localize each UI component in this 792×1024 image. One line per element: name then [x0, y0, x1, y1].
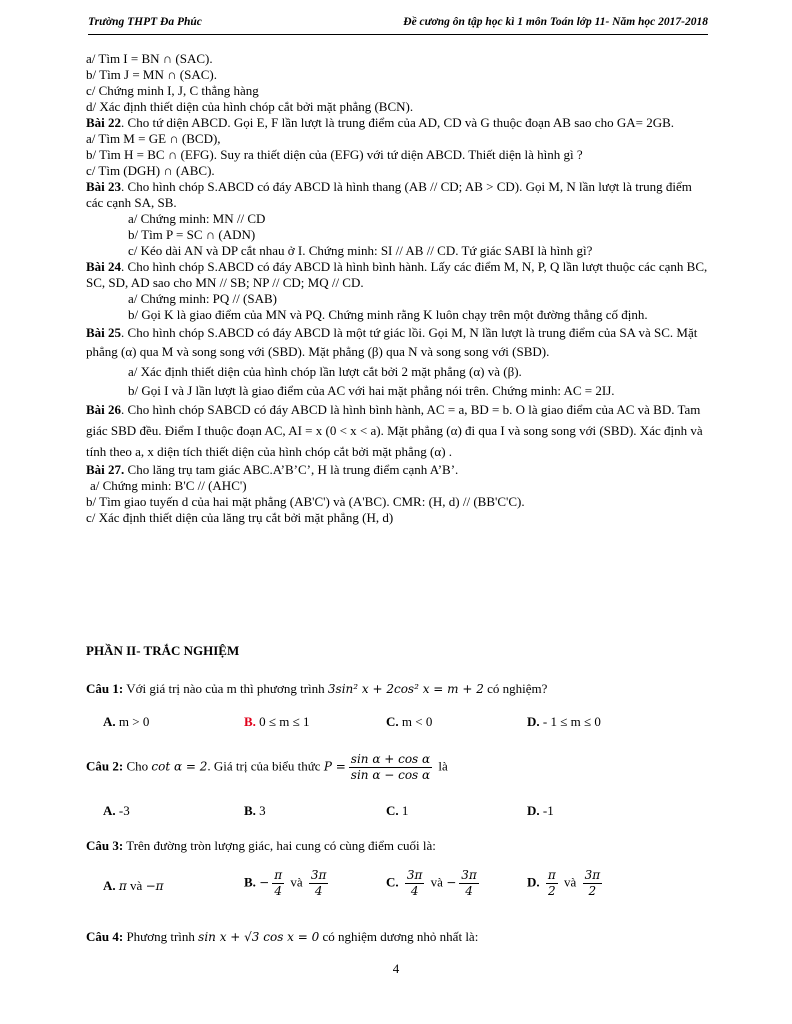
question-mid: . Giá trị của biểu thức	[207, 758, 324, 774]
numerator: 3π	[406, 868, 423, 882]
option-value: −π	[145, 879, 164, 893]
option-letter: C.	[386, 803, 399, 818]
option-letter: A.	[103, 878, 116, 893]
text-line: b/ Tìm J = MN ∩ (SAC).	[86, 67, 217, 82]
text-line: a/ Xác định thiết diện của hình chóp lần lượt cắt bởi 2 mặt phẳng (α) và (β).	[128, 364, 522, 379]
denominator: 2	[548, 884, 556, 898]
denominator: 4	[274, 884, 282, 898]
and-word: và	[290, 874, 303, 890]
exercise-26	[86, 399, 708, 462]
equation: 3sin² x + 2cos² x = m + 2	[327, 682, 484, 696]
text-line: b/ Gọi I và J lần lượt là giao điểm của AC với hai mặt phẳng nói trên. Chứng minh: AC = 2IJ.	[128, 383, 615, 398]
text-line: b/ Gọi K là giao điểm của MN và PQ. Chứng minh rằng K luôn chạy trên một đường thẳng cố định.	[128, 307, 648, 322]
denominator: 4	[465, 884, 473, 898]
question-text: Phương trình	[123, 929, 199, 944]
text-line: a/ Chứng minh: PQ // (SAB)	[128, 291, 277, 306]
page-header	[88, 16, 708, 28]
exercise-text: . Cho hình chóp S.ABCD có đáy ABCD là một tứ giác lồi. Gọi M, N lần lượt là trung điểm của SA và SC. Mặt phẳng (α) qua M và song song với (SBD). Mặt phẳng (β) qua N và song song với (SBD).	[86, 325, 698, 359]
denominator: 4	[410, 884, 419, 898]
section-title: PHẦN II- TRẮC NGHIỆM	[86, 643, 240, 658]
exercise-25	[86, 323, 708, 361]
exercise-text: . Cho hình chóp SABCD có đáy ABCD là hình bình hành, AC = a, BD = b. O là giao điểm của AC và BD. Tam giác SBD đều. Điểm I thuộc đoạn AC, AI = x (0 < x < a). Mặt phẳng (α) đi qua I và song song với (SBD). Xác định và tính theo a, x diện tích thiết diện của hình chóp cắt bởi mặt phẳng (α) .	[86, 402, 703, 459]
question-1	[86, 681, 547, 697]
fraction	[583, 868, 603, 899]
option-c[interactable]	[386, 868, 482, 899]
minus-sign: −	[446, 875, 457, 890]
numerator: 3π	[461, 868, 477, 882]
fraction	[349, 752, 432, 783]
option-letter: C.	[386, 874, 399, 890]
option-text: 3	[259, 803, 266, 818]
option-a[interactable]	[103, 714, 149, 730]
question-3	[86, 838, 436, 854]
question-2	[86, 752, 448, 783]
page-number: 4	[392, 961, 400, 976]
option-letter: D.	[527, 714, 540, 729]
text-line: b/ Tìm giao tuyến d của hai mặt phẳng (AB'C') và (A'BC). CMR: (H, d) // (BB'C'C).	[86, 494, 525, 509]
exercise-label: Bài 26	[86, 402, 122, 417]
text-line: a/ Chứng minh: MN // CD	[128, 211, 266, 226]
option-d[interactable]	[527, 803, 554, 819]
and-word: và	[130, 878, 143, 893]
text-line: c/ Tìm (DGH) ∩ (ABC).	[86, 163, 215, 178]
text-line: b/ Tìm H = BC ∩ (EFG). Suy ra thiết diện của (EFG) với tứ diện ABCD. Thiết diện là hình gì ?	[86, 147, 583, 162]
exercise-label: Bài 25	[86, 325, 122, 340]
option-letter: A.	[103, 714, 116, 729]
equation: cot α = 2	[151, 759, 208, 774]
option-b[interactable]	[244, 714, 310, 730]
text-line: c/ Chứng minh I, J, C thẳng hàng	[86, 83, 259, 98]
option-text: m < 0	[401, 714, 433, 729]
option-text: -3	[118, 803, 130, 818]
exercise-text: . Cho tứ diện ABCD. Gọi E, F lần lượt là trung điểm của AD, CD và G thuộc đoạn AB sao cho GA= 2GB.	[121, 115, 674, 130]
fraction	[459, 868, 479, 899]
option-letter: C.	[386, 714, 399, 729]
text-line: b/ Tìm P = SC ∩ (ADN)	[128, 227, 256, 242]
option-letter: B.	[244, 714, 256, 729]
denominator: 4	[314, 884, 323, 898]
and-word: và	[564, 874, 577, 890]
option-text: -1	[542, 803, 554, 818]
exercise-label: Bài 24	[86, 259, 122, 274]
text-line: d/ Xác định thiết diện của hình chóp cắt bởi mặt phẳng (BCN).	[86, 99, 414, 114]
numerator: 3π	[310, 868, 327, 882]
text-line: c/ Xác định thiết diện của lăng trụ cắt bởi mặt phẳng (H, d)	[86, 510, 394, 525]
minus-sign: −	[259, 875, 270, 890]
question-text: Với giá trị nào của m thì phương trình	[123, 681, 328, 696]
denominator: 2	[588, 884, 597, 898]
option-text: - 1 ≤ m ≤ 0	[542, 714, 601, 729]
option-b[interactable]	[244, 868, 331, 899]
numerator: sin α + cos α	[350, 752, 431, 766]
question-label: Câu 2:	[86, 758, 124, 774]
question-label: Câu 1:	[86, 681, 124, 696]
option-letter: B.	[244, 803, 256, 818]
header-divider	[88, 34, 708, 35]
option-text: 0 ≤ m ≤ 1	[259, 714, 310, 729]
option-letter: D.	[527, 803, 540, 818]
exercise-text: Cho lăng trụ tam giác ABC.A’B’C’, H là trung điểm cạnh A’B’.	[124, 462, 459, 477]
question-label: Câu 4:	[86, 929, 124, 944]
text-line: c/ Kéo dài AN và DP cắt nhau ở I. Chứng minh: SI // AB // CD. Tứ giác SABI là hình gì?	[128, 243, 593, 258]
exercise-22	[86, 115, 708, 131]
option-letter: B.	[244, 874, 256, 890]
numerator: π	[547, 868, 556, 882]
numerator: π	[274, 868, 283, 882]
header-document-title: Đề cương ôn tập học kì 1 môn Toán lớp 11- Năm học 2017-2018	[403, 16, 708, 28]
question-tail: có nghiệm dương nhỏ nhất là:	[319, 929, 479, 944]
exercise-label: Bài 23	[86, 179, 122, 194]
question-label: Câu 3:	[86, 838, 124, 853]
header-school: Trường THPT Đa Phúc	[88, 16, 202, 28]
question-4	[86, 929, 478, 945]
option-text: 1	[401, 803, 409, 818]
option-d[interactable]	[527, 868, 605, 899]
option-letter: D.	[527, 874, 540, 890]
question-text: Cho	[123, 758, 152, 774]
exercise-label: Bài 22	[86, 115, 122, 130]
equation: sin x + √3 cos x = 0	[198, 930, 320, 944]
option-d[interactable]	[527, 714, 601, 730]
option-b[interactable]	[244, 803, 266, 819]
fraction	[309, 868, 329, 899]
option-letter: A.	[103, 803, 116, 818]
question-text: Trên đường tròn lượng giác, hai cung có cùng điểm cuối là:	[123, 838, 436, 853]
exercise-23	[86, 179, 708, 211]
option-text: m > 0	[118, 714, 150, 729]
denominator: sin α − cos α	[350, 768, 431, 782]
option-value: π	[118, 879, 127, 893]
question-tail: là	[435, 758, 448, 774]
option-a[interactable]	[103, 803, 130, 819]
option-c[interactable]	[386, 714, 432, 730]
question-3-options	[103, 868, 663, 902]
expression-p: P =	[323, 759, 346, 774]
option-a[interactable]	[103, 878, 164, 894]
exercise-label: Bài 27.	[86, 462, 125, 477]
option-c[interactable]	[386, 803, 408, 819]
text-line: a/ Chứng minh: B'C // (AHC')	[90, 478, 247, 493]
text-line: a/ Tìm M = GE ∩ (BCD),	[86, 131, 221, 146]
text-line: a/ Tìm I = BN ∩ (SAC).	[86, 51, 213, 66]
and-word: và	[430, 874, 443, 890]
question-tail: có nghiệm?	[483, 681, 548, 696]
fraction	[405, 868, 425, 899]
exercise-24	[86, 259, 708, 291]
exercise-text: . Cho hình chóp S.ABCD có đáy ABCD là hình thang (AB // CD; AB > CD). Gọi M, N lần lượt là trung điểm các cạnh SA, SB.	[86, 179, 692, 210]
numerator: 3π	[584, 868, 601, 882]
exercise-27	[86, 462, 708, 478]
exercise-list	[86, 51, 708, 526]
fraction	[272, 868, 284, 899]
fraction	[546, 868, 558, 899]
exercise-text: . Cho hình chóp S.ABCD có đáy ABCD là hình bình hành. Lấy các điểm M, N, P, Q lần lượt thuộc các cạnh BC, SC, SD, AD sao cho MN // SB; NP // CD; MQ // CD.	[86, 259, 708, 290]
